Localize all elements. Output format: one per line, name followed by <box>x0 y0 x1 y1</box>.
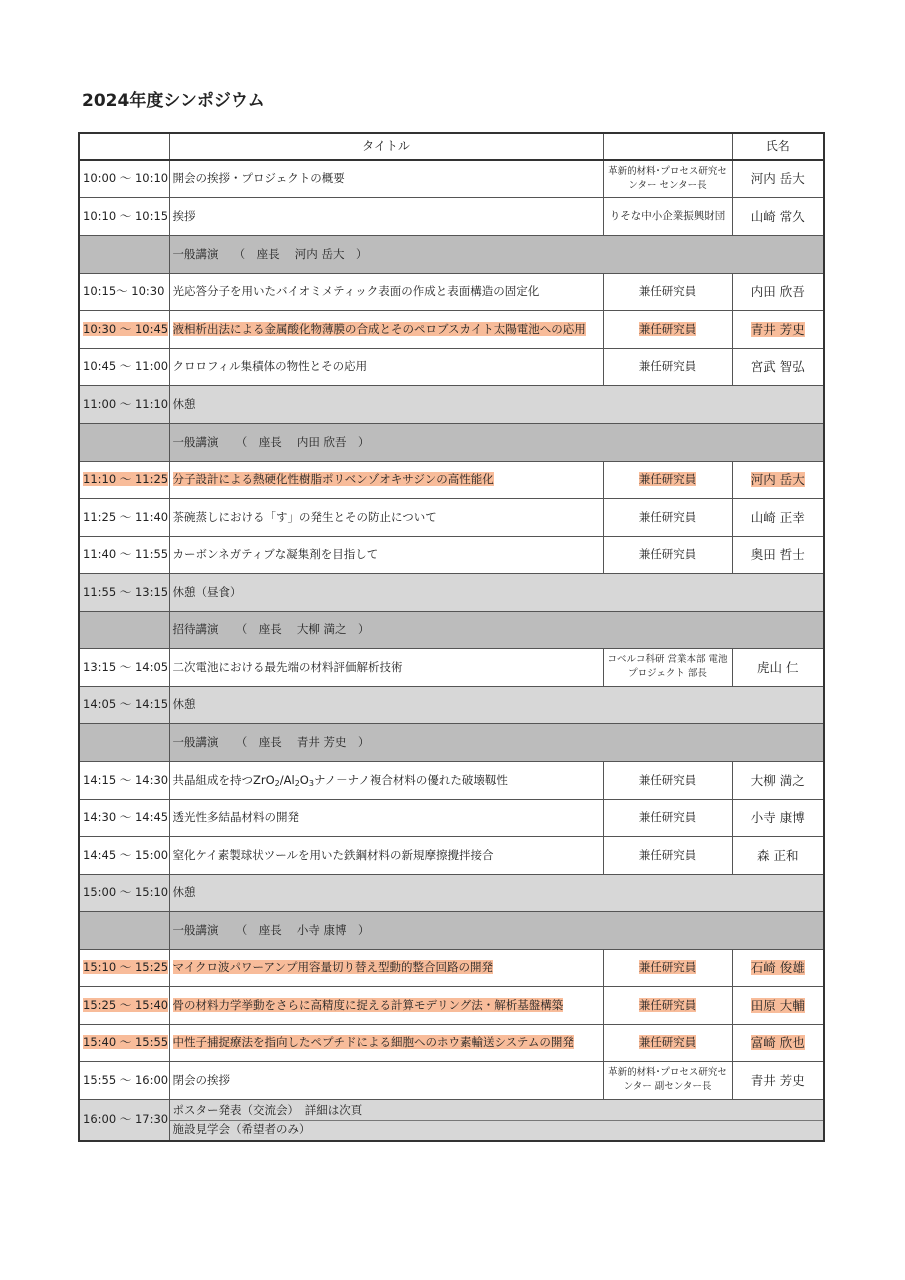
poster-session-label: ポスター発表（交流会） 詳細は次頁 <box>170 1102 824 1121</box>
row-title: 光応答分子を用いたバイオミメティック表面の作成と表面構造の固定化 <box>169 273 603 310</box>
row-affiliation: 革新的材料･プロセス研究センター センター長 <box>603 160 732 197</box>
row-name: 青井 芳史 <box>750 321 805 337</box>
header-time <box>79 133 169 160</box>
row-name: 山崎 常久 <box>732 197 824 235</box>
row-affiliation: 兼任研究員 <box>638 321 697 336</box>
row-affiliation: 兼任研究員 <box>603 536 732 573</box>
break-row <box>79 385 824 423</box>
row-name: 内田 欣吾 <box>732 273 824 310</box>
break-row <box>79 686 824 723</box>
row-title: 骨の材料力学挙動をさらに高精度に捉える計算モデリング法・解析基盤構築 <box>172 997 564 1012</box>
row-affiliation: 兼任研究員 <box>638 472 697 486</box>
row-time: 15:40 ～ 15:55 <box>83 1035 169 1049</box>
header-affiliation <box>603 133 732 160</box>
session-label: 一般講演 （ 座長 内田 欣吾 ） <box>169 423 824 461</box>
row-affiliation: 兼任研究員 <box>603 348 732 385</box>
table-row-highlighted <box>79 1024 824 1061</box>
table-row <box>79 498 824 536</box>
row-name: 宮武 智弘 <box>732 348 824 385</box>
row-title: 二次電池における最先端の材料評価解析技術 <box>169 648 603 686</box>
table-row <box>79 1061 824 1099</box>
table-row <box>79 160 824 197</box>
session-row <box>79 723 824 761</box>
break-row <box>79 573 824 611</box>
row-time: 10:15～ 10:30 <box>79 273 169 310</box>
row-time: 11:25 ～ 11:40 <box>79 498 169 536</box>
header-name: 氏名 <box>732 133 824 160</box>
row-title: 透光性多結晶材料の開発 <box>169 799 603 836</box>
row-time: 10:45 ～ 11:00 <box>79 348 169 385</box>
row-affiliation: 兼任研究員 <box>603 761 732 799</box>
row-title: 窒化ケイ素製球状ツールを用いた鉄鋼材料の新規摩擦攪拌接合 <box>169 836 603 874</box>
row-time: 14:30 ～ 14:45 <box>79 799 169 836</box>
row-title: 開会の挨拶・プロジェクトの概要 <box>169 160 603 197</box>
table-row <box>79 197 824 235</box>
session-label: 一般講演 （ 座長 河内 岳大 ） <box>172 246 368 261</box>
row-affiliation: りそな中小企業振興財団 <box>603 197 732 235</box>
row-affiliation: 兼任研究員 <box>638 1035 697 1049</box>
table-row-highlighted <box>79 949 824 986</box>
row-time: 13:15 ～ 14:05 <box>79 648 169 686</box>
row-title: 閉会の挨拶 <box>169 1061 603 1099</box>
row-time: 15:10 ～ 15:25 <box>83 960 169 974</box>
table-header <box>79 133 824 160</box>
page-title: 2024年度シンポジウム <box>82 91 265 111</box>
row-affiliation: 兼任研究員 <box>603 273 732 310</box>
row-name: 山崎 正幸 <box>732 498 824 536</box>
row-name: 青井 芳史 <box>732 1061 824 1099</box>
row-affiliation: 兼任研究員 <box>638 997 697 1012</box>
row-affiliation: 革新的材料･プロセス研究センター 副センター長 <box>603 1061 732 1099</box>
row-affiliation: 兼任研究員 <box>603 836 732 874</box>
row-title: 挨拶 <box>169 197 603 235</box>
table-row <box>79 273 824 310</box>
row-name: 小寺 康博 <box>732 799 824 836</box>
row-name: 奥田 哲士 <box>732 536 824 573</box>
header-title: タイトル <box>169 133 603 160</box>
session-row <box>79 611 824 648</box>
row-name: 大柳 満之 <box>732 761 824 799</box>
row-title: 茶碗蒸しにおける「す」の発生とその防止について <box>169 498 603 536</box>
row-time: 11:00 ～ 11:10 <box>79 385 169 423</box>
row-title: クロロフィル集積体の物性とその応用 <box>169 348 603 385</box>
row-affiliation: コベルコ科研 営業本部 電池プロジェクト 部長 <box>603 648 732 686</box>
table-row-highlighted <box>79 461 824 498</box>
facility-tour-label: 施設見学会（希望者のみ） <box>172 1121 311 1136</box>
row-time: 14:15 ～ 14:30 <box>79 761 169 799</box>
session-row <box>79 911 824 949</box>
table-row <box>79 761 824 799</box>
session-label: 一般講演 （ 座長 青井 芳史 ） <box>169 723 824 761</box>
table-row-highlighted <box>79 986 824 1024</box>
row-affiliation: 兼任研究員 <box>638 960 697 974</box>
row-time: 11:55 ～ 13:15 <box>79 573 169 611</box>
row-time: 15:25 ～ 15:40 <box>83 997 169 1012</box>
row-title: 分子設計による熱硬化性樹脂ポリベンゾオキサジンの高性能化 <box>172 472 494 486</box>
row-time: 10:00 ～ 10:10 <box>79 160 169 197</box>
table-row <box>79 648 824 686</box>
row-title: 休憩（昼食） <box>169 573 824 611</box>
row-time: 15:55 ～ 16:00 <box>79 1061 169 1099</box>
session-label: 招待講演 （ 座長 大柳 満之 ） <box>169 611 824 648</box>
schedule-table <box>78 132 825 1142</box>
row-time: 10:30 ～ 10:45 <box>83 321 169 336</box>
break-row <box>79 1099 824 1141</box>
row-time: 14:05 ～ 14:15 <box>79 686 169 723</box>
row-time: 10:10 ～ 10:15 <box>79 197 169 235</box>
row-time: 11:40 ～ 11:55 <box>79 536 169 573</box>
row-time: 14:45 ～ 15:00 <box>79 836 169 874</box>
row-affiliation: 兼任研究員 <box>603 498 732 536</box>
row-title: 中性子捕捉療法を指向したペプチドによる細胞へのホウ素輸送システムの開発 <box>172 1035 574 1049</box>
row-title: 休憩 <box>169 686 824 723</box>
table-row <box>79 348 824 385</box>
row-title: 休憩 <box>169 874 824 911</box>
row-name: 田原 大輔 <box>750 997 805 1013</box>
table-row <box>79 799 824 836</box>
row-time: 11:10 ～ 11:25 <box>83 472 169 486</box>
row-name: 富崎 欣也 <box>750 1035 805 1050</box>
row-name: 虎山 仁 <box>732 648 824 686</box>
table-row-highlighted <box>79 310 824 348</box>
row-name: 河内 岳大 <box>732 160 824 197</box>
table-row <box>79 836 824 874</box>
session-row <box>79 235 824 273</box>
row-title: マイクロ波パワーアンプ用容量切り替え型動的整合回路の開発 <box>172 960 494 974</box>
row-title: 液相析出法による金属酸化物薄膜の合成とそのペロブスカイト太陽電池への応用 <box>172 321 586 336</box>
table-row <box>79 536 824 573</box>
break-row <box>79 874 824 911</box>
session-label: 一般講演 （ 座長 小寺 康博 ） <box>169 911 824 949</box>
row-title: カーボンネガティブな凝集剤を目指して <box>169 536 603 573</box>
row-time: 15:00 ～ 15:10 <box>79 874 169 911</box>
row-name: 石崎 俊雄 <box>750 960 805 975</box>
row-time: 16:00 ～ 17:30 <box>79 1099 169 1141</box>
row-affiliation: 兼任研究員 <box>603 799 732 836</box>
row-name: 森 正和 <box>732 836 824 874</box>
session-row <box>79 423 824 461</box>
row-name: 河内 岳大 <box>750 472 805 487</box>
row-title: 共晶組成を持つ$ZrO_2/Al_2O_3$ナノ－ナノ複合材料の優れた破壊靱性 <box>169 761 603 799</box>
row-title: 休憩 <box>169 385 824 423</box>
